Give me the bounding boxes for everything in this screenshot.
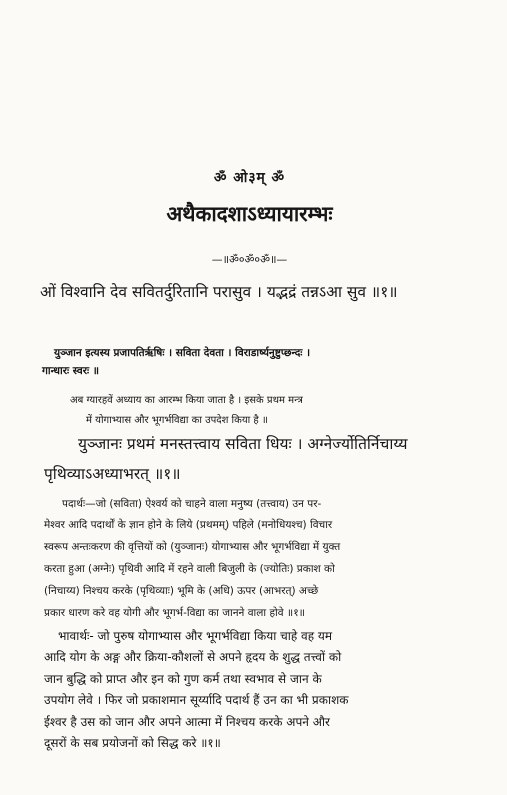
invocation-mantra: ओं विश्वानि देव सवितर्दुरितानि परासुव । यद्भद्रं तन्नऽआ सुव ॥१॥: [40, 283, 398, 301]
om-heading: ॐ ओ३म् ॐ: [213, 170, 286, 186]
bhavartha-line: ईश्वर है उस को जान और अपने आत्मा में निश्चय करके अपने और: [44, 715, 330, 729]
chapter-title: अथैकादशाऽध्यायारम्भः: [166, 202, 333, 226]
ornament-divider: —॥ॐ०ॐ०ॐ॥—: [211, 253, 288, 266]
padartha-line: (निचाय्य) निश्चय करके (पृथिव्याः) भूमि के (अधि) ऊपर (आभरत्) अच्छे: [44, 585, 319, 597]
padartha-line: प्रकार धारण करे वह योगी और भूगर्भ-विद्या का जानने वाला होवे ॥१॥: [44, 607, 305, 619]
bhavartha-line: आदि योग के अङ्ग और क्रिया-कौशलों से अपने हृदय के शुद्ध तत्त्वों को: [44, 650, 342, 664]
intro-line-2: में योगाभ्यास और भूगर्भविद्या का उपदेश किया है ॥: [86, 415, 268, 426]
intro-line-1: अब ग्यारहवें अध्याय का आरम्भ किया जाता है । इसके प्रथम मन्त्र: [70, 395, 303, 406]
padartha-line: स्वरूप अन्तःकरण की वृत्तियों को (युञ्जानः) योगाभ्यास और भूगर्भविद्या में युक्त: [44, 541, 341, 553]
mantra-line-2: पृथिव्याऽअध्याभरत् ॥१॥: [44, 465, 181, 483]
padartha-line: करता हुआ (अग्नेः) पृथिवी आदि में रहने वाली बिजुली के (ज्योतिः) प्रकाश को: [44, 563, 335, 575]
mantra-meta-line-1: युञ्जान इत्यस्य प्रजापतिर्ऋषिः । सविता देवता । विराडार्ष्यनुष्टुप्छन्दः ।: [54, 347, 311, 359]
bhavartha-line: जान बुद्धि को प्राप्त और इन को गुण कर्म तथा स्वभाव से जान के: [44, 672, 322, 686]
padartha-line: मेश्वर आदि पदार्थों के ज्ञान होने के लिये (प्रथमम्) पहिले (मनोधियश्च) विचार: [44, 519, 333, 531]
bhavartha-line: दूसरों के सब प्रयोजनों को सिद्ध करे ॥१॥: [44, 736, 221, 750]
bhavartha-line: भावार्थः- जो पुरुष योगाभ्यास और भूगर्भविद्या किया चाहे वह यम: [58, 629, 333, 643]
mantra-meta-line-2: गान्धारः स्वरः ॥: [42, 365, 100, 377]
bhavartha-line: उपयोग लेवे । फिर जो प्रकाशमान सूर्य्यादि पदार्थ हैं उन का भी प्रकाशक: [44, 693, 349, 707]
padartha-line: पदार्थः—जो (सविता) ऐश्वर्य को चाहने वाला मनुष्य (तत्त्वाय) उन पर-: [62, 498, 322, 510]
mantra-line-1: युञ्जानः प्रथमं मनस्तत्त्वाय सविता धियः । अग्नेर्ज्योतिर्निचाय्य: [78, 435, 408, 453]
